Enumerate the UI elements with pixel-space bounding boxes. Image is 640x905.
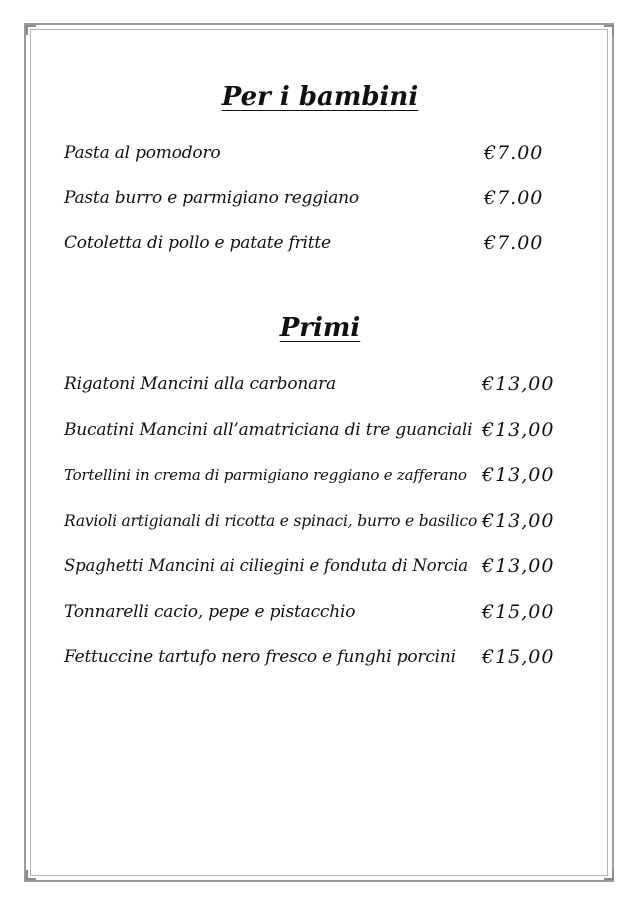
section-title-text: Per i bambini (221, 82, 419, 112)
menu-item (64, 601, 574, 647)
menu-item (64, 555, 574, 601)
section-title-primi (0, 313, 640, 343)
menu-item (64, 142, 574, 187)
menu-item (64, 187, 574, 232)
menu-list-primi (64, 373, 574, 692)
menu-item-price: €7.00 (484, 232, 544, 254)
menu-item-price: €15,00 (482, 646, 555, 668)
menu-item-name: Cotoletta di pollo e patate fritte (64, 233, 331, 253)
menu-item-name: Rigatoni Mancini alla carbonara (64, 374, 336, 394)
menu-item (64, 232, 574, 277)
menu-item (64, 510, 574, 556)
menu-item-price: €13,00 (482, 464, 555, 486)
menu-item (64, 464, 574, 510)
menu-item-price: €13,00 (482, 555, 555, 577)
menu-item-name: Pasta burro e parmigiano reggiano (64, 188, 359, 208)
menu-item-price: €15,00 (482, 600, 555, 623)
menu-item-price: €7.00 (484, 187, 544, 209)
border-corner-ornament (604, 25, 614, 35)
menu-item-price: €13,00 (482, 509, 555, 532)
menu-item (64, 373, 574, 419)
section-title-bambini (0, 82, 640, 112)
menu-item-name: Tortellini in crema di parmigiano reggiano e zafferano (64, 466, 467, 484)
border-corner-ornament (604, 870, 614, 880)
menu-item-name: Ravioli artigianali di ricotta e spinaci, burro e basilico (64, 511, 478, 530)
section-title-text: Primi (279, 313, 361, 343)
menu-item-name: Tonnarelli cacio, pepe e pistacchio (64, 601, 356, 622)
border-corner-ornament (26, 25, 36, 35)
menu-item-name: Spaghetti Mancini ai ciliegini e fonduta di Norcia (64, 556, 468, 575)
menu-item-name: Pasta al pomodoro (64, 143, 221, 163)
menu-item-price: €7.00 (484, 142, 544, 164)
menu-item-price: €13,00 (482, 418, 555, 441)
menu-item (64, 646, 574, 692)
border-corner-ornament (26, 870, 36, 880)
menu-item (64, 419, 574, 465)
menu-item-name: Bucatini Mancini all’amatriciana di tre guanciali (64, 419, 473, 440)
menu-item-name: Fettuccine tartufo nero fresco e funghi porcini (64, 647, 456, 667)
menu-item-price: €13,00 (482, 373, 555, 395)
menu-list-bambini (64, 142, 574, 277)
